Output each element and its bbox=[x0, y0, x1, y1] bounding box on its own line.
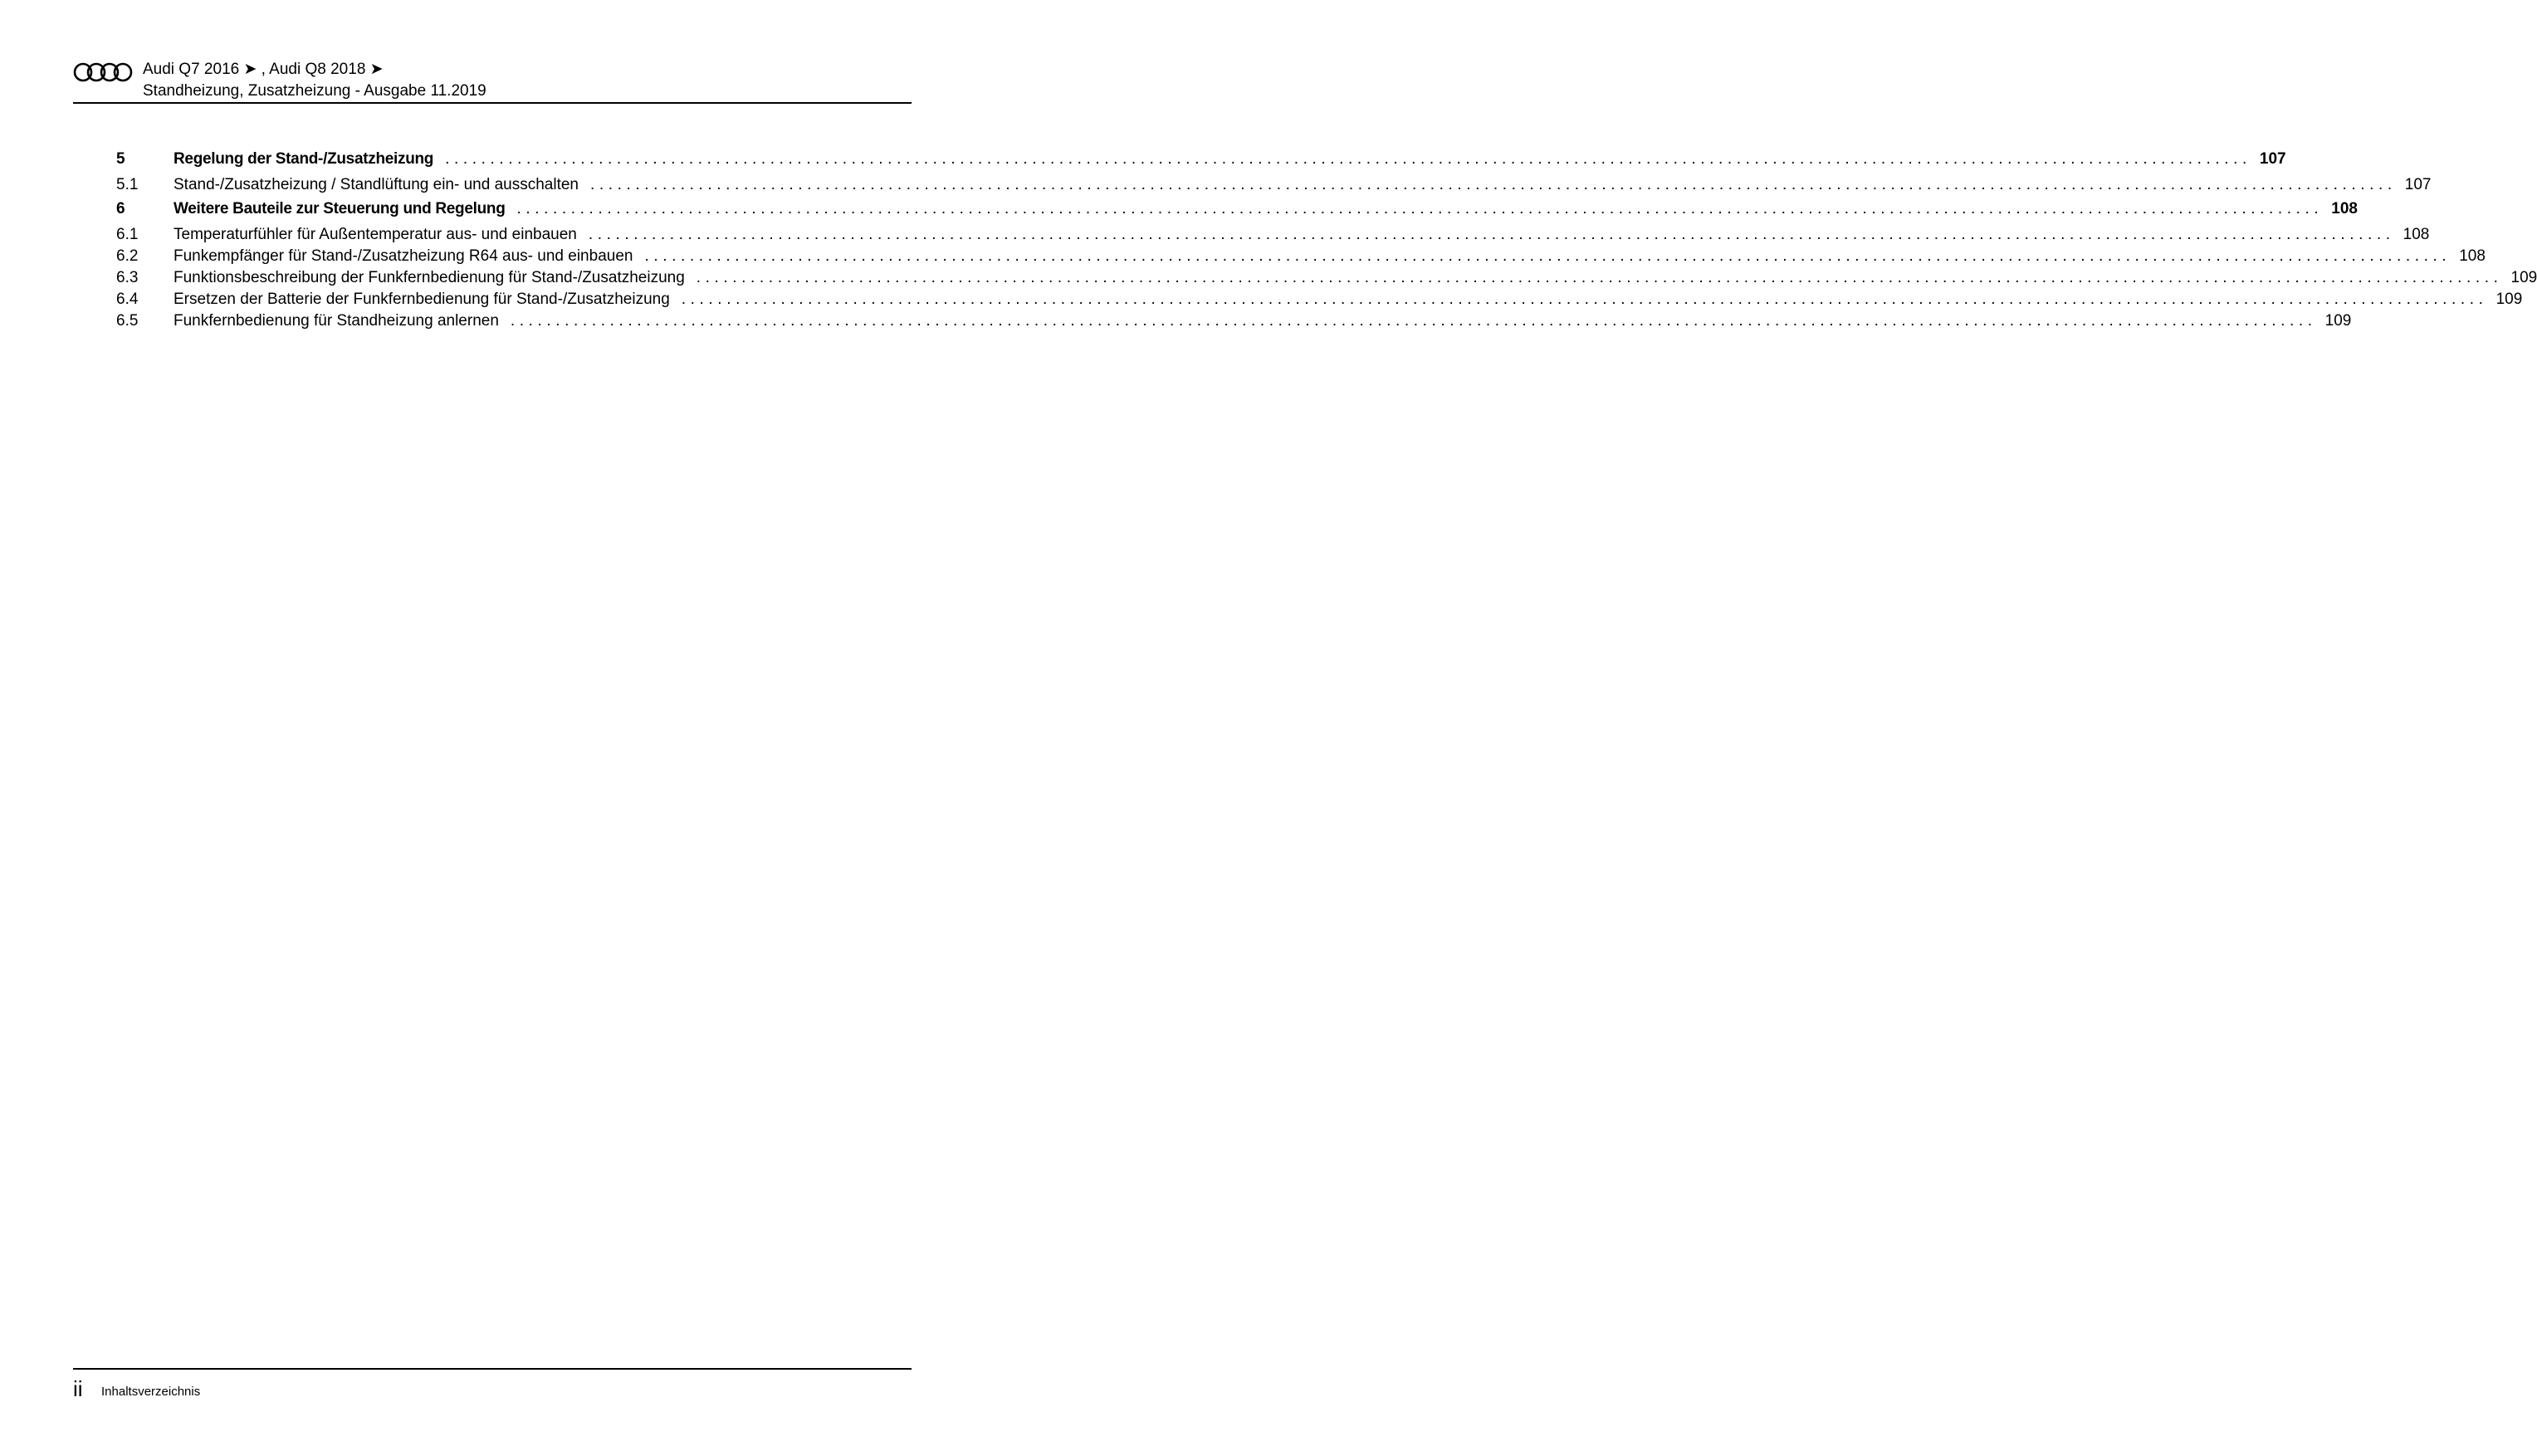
toc-entry-title: Funkempfänger für Stand-/Zusatzheizung R64 aus- und einbauen bbox=[174, 247, 633, 265]
toc-entry-page: 107 bbox=[2259, 150, 2286, 168]
toc-entry-title: Temperaturfühler für Außentemperatur aus- und einbauen bbox=[174, 226, 577, 243]
toc-entry-page: 108 bbox=[2459, 247, 2486, 265]
toc-entry-6-5[interactable] bbox=[116, 312, 2352, 334]
toc-entry-6-4[interactable] bbox=[116, 291, 2523, 312]
toc-leader-dots: ........................................................................................................................................................................................................ bbox=[445, 150, 2251, 168]
toc-entry-number: 5.1 bbox=[116, 176, 139, 193]
toc-entry-number: 6.1 bbox=[116, 226, 139, 243]
toc-entry-page: 109 bbox=[2510, 269, 2537, 286]
toc-entry-number: 6.2 bbox=[116, 247, 139, 265]
toc-entry-title: Regelung der Stand-/Zusatzheizung bbox=[174, 150, 434, 168]
toc-entry-number: 5 bbox=[116, 150, 125, 168]
toc-entry-number: 6.5 bbox=[116, 312, 139, 330]
footer-page-number: ii bbox=[73, 1376, 83, 1401]
toc-leader-dots: ........................................................................................................................................................................................................ bbox=[644, 247, 2451, 265]
toc-entry-number: 6.4 bbox=[116, 291, 139, 308]
toc-entry-title: Weitere Bauteile zur Steuerung und Regelung bbox=[174, 200, 506, 217]
toc-entry-6-2[interactable] bbox=[116, 247, 2486, 269]
toc-leader-dots: ........................................................................................................................................................................................................ bbox=[588, 226, 2395, 243]
toc-entry-title: Funkfernbedienung für Standheizung anlernen bbox=[174, 312, 499, 330]
toc-leader-dots: ........................................................................................................................................................................................................ bbox=[590, 176, 2397, 193]
toc-entry-number: 6 bbox=[116, 200, 125, 217]
toc-leader-dots: ........................................................................................................................................................................................................ bbox=[510, 312, 2317, 330]
header-document-title: Standheizung, Zusatzheizung - Ausgabe 11.2019 bbox=[143, 82, 486, 100]
toc-entry-title: Ersetzen der Batterie der Funkfernbedienung für Stand-/Zusatzheizung bbox=[174, 291, 670, 308]
toc-leader-dots: ........................................................................................................................................................................................................ bbox=[516, 200, 2324, 217]
table-of-contents bbox=[116, 150, 2537, 334]
toc-entry-page: 107 bbox=[2404, 176, 2432, 193]
toc-entry-number: 6.3 bbox=[116, 269, 139, 286]
audi-rings-logo-icon bbox=[73, 61, 133, 83]
toc-entry-5-1[interactable] bbox=[116, 176, 2432, 198]
header-divider bbox=[73, 102, 912, 104]
toc-entry-page: 109 bbox=[2495, 291, 2523, 308]
footer-divider bbox=[73, 1368, 912, 1370]
header-model-line: Audi Q7 2016 ➤ , Audi Q8 2018 ➤ bbox=[143, 61, 384, 78]
page-footer bbox=[73, 1368, 912, 1410]
toc-entry-6-3[interactable] bbox=[116, 269, 2537, 291]
toc-leader-dots: ........................................................................................................................................................................................................ bbox=[696, 269, 2503, 286]
toc-entry-title: Stand-/Zusatzheizung / Standlüftung ein- und ausschalten bbox=[174, 176, 579, 193]
page-header bbox=[73, 56, 912, 103]
toc-leader-dots: ........................................................................................................................................................................................................ bbox=[681, 291, 2488, 308]
toc-entry-6-1[interactable] bbox=[116, 226, 2430, 247]
toc-entry-page: 108 bbox=[2403, 226, 2430, 243]
toc-entry-page: 109 bbox=[2324, 312, 2352, 330]
toc-entry-title: Funktionsbeschreibung der Funkfernbedienung für Stand-/Zusatzheizung bbox=[174, 269, 685, 286]
toc-entry-page: 108 bbox=[2331, 200, 2358, 217]
toc-entry-5[interactable] bbox=[116, 150, 2286, 176]
toc-entry-6[interactable] bbox=[116, 198, 2358, 226]
footer-section-title: Inhaltsverzeichnis bbox=[101, 1385, 201, 1399]
